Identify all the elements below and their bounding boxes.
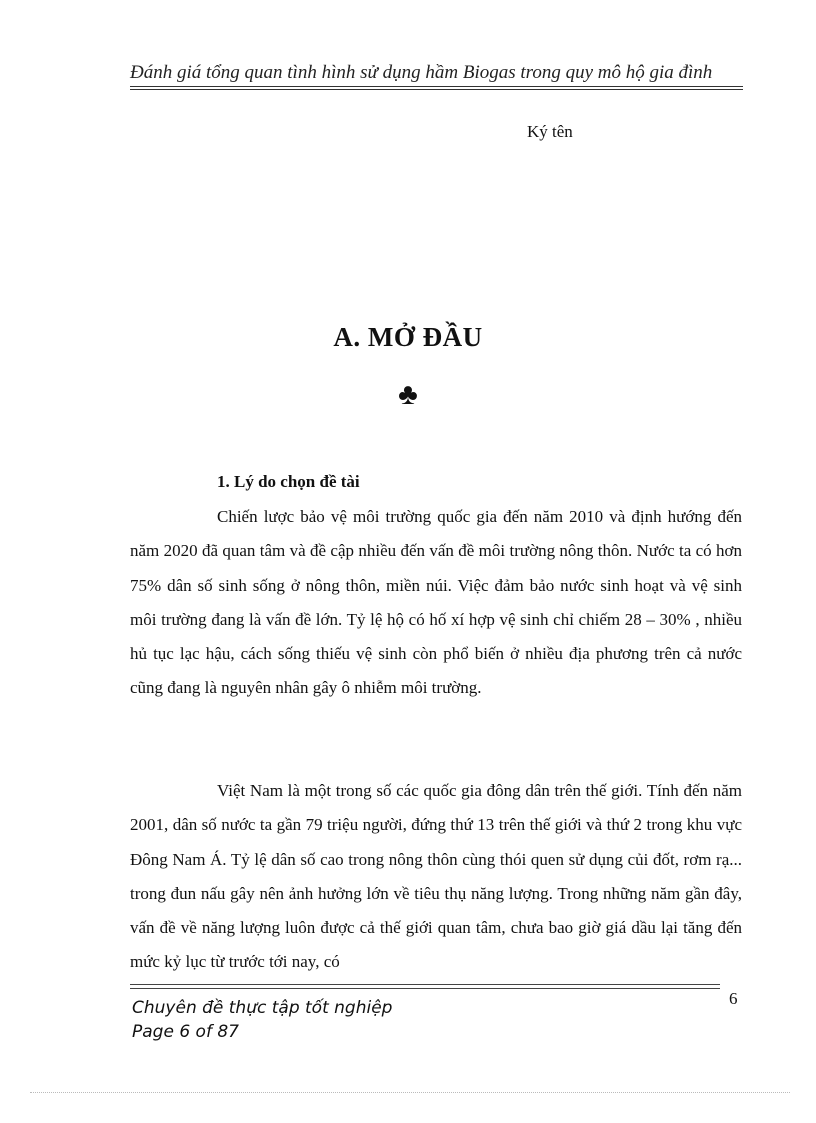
footer-rule-top	[130, 984, 720, 985]
body-paragraph	[130, 500, 742, 706]
page-bottom-divider	[30, 1092, 790, 1093]
footer-page-label: Page 6 of 87	[132, 1022, 239, 1042]
signature-label: Ký tên	[527, 122, 573, 141]
body-paragraph	[130, 774, 742, 980]
club-ornament-icon: ♣	[398, 378, 418, 411]
header-title: Đánh giá tổng quan tình hình sử dụng hầm Biogas trong quy mô hộ gia đình	[130, 62, 713, 83]
chapter-title: A. MỞ ĐẦU	[333, 322, 483, 352]
header-rule-bottom	[130, 89, 743, 90]
page-number: 6	[729, 989, 738, 1008]
section-heading: 1. Lý do chọn đề tài	[217, 472, 360, 491]
footer-subject: Chuyên đề thực tập tốt nghiệp	[132, 998, 393, 1018]
paragraph-text: Việt Nam là một trong số các quốc gia đông dân trên thế giới. Tính đến năm 2001, dân số nước ta gần 79 triệu người, đứng thứ 13 trên thế giới và thứ 2 trong khu vực Đông Nam Á. Tỷ lệ dân số cao trong nông thôn cùng thói quen sử dụng củi đốt, rơm rạ... trong đun nấu gây nên ảnh hưởng lớn về tiêu thụ năng lượng. Trong những năm gần đây, vấn đề về năng lượng luôn được cả thế giới quan tâm, chưa bao giờ giá dầu lại tăng đến mức kỷ lục từ trước tới nay, có	[130, 781, 742, 972]
paragraph-text: Chiến lược bảo vệ môi trường quốc gia đến năm 2010 và định hướng đến năm 2020 đã quan tâm và đề cập nhiều đến vấn đề môi trường nông thôn. Nước ta có hơn 75% dân số sinh sống ở nông thôn, miền núi. Việc đảm bảo nước sinh hoạt và vệ sinh môi trường đang là vấn đề lớn. Tỷ lệ hộ có hố xí hợp vệ sinh chỉ chiếm 28 – 30% , nhiều hủ tục lạc hậu, cách sống thiếu vệ sinh còn phổ biến ở nhiều địa phương trên cả nước cũng đang là nguyên nhân gây ô nhiễm môi trường.	[130, 507, 742, 698]
header-rule-top	[130, 86, 743, 87]
footer-rule-bottom	[130, 988, 720, 989]
